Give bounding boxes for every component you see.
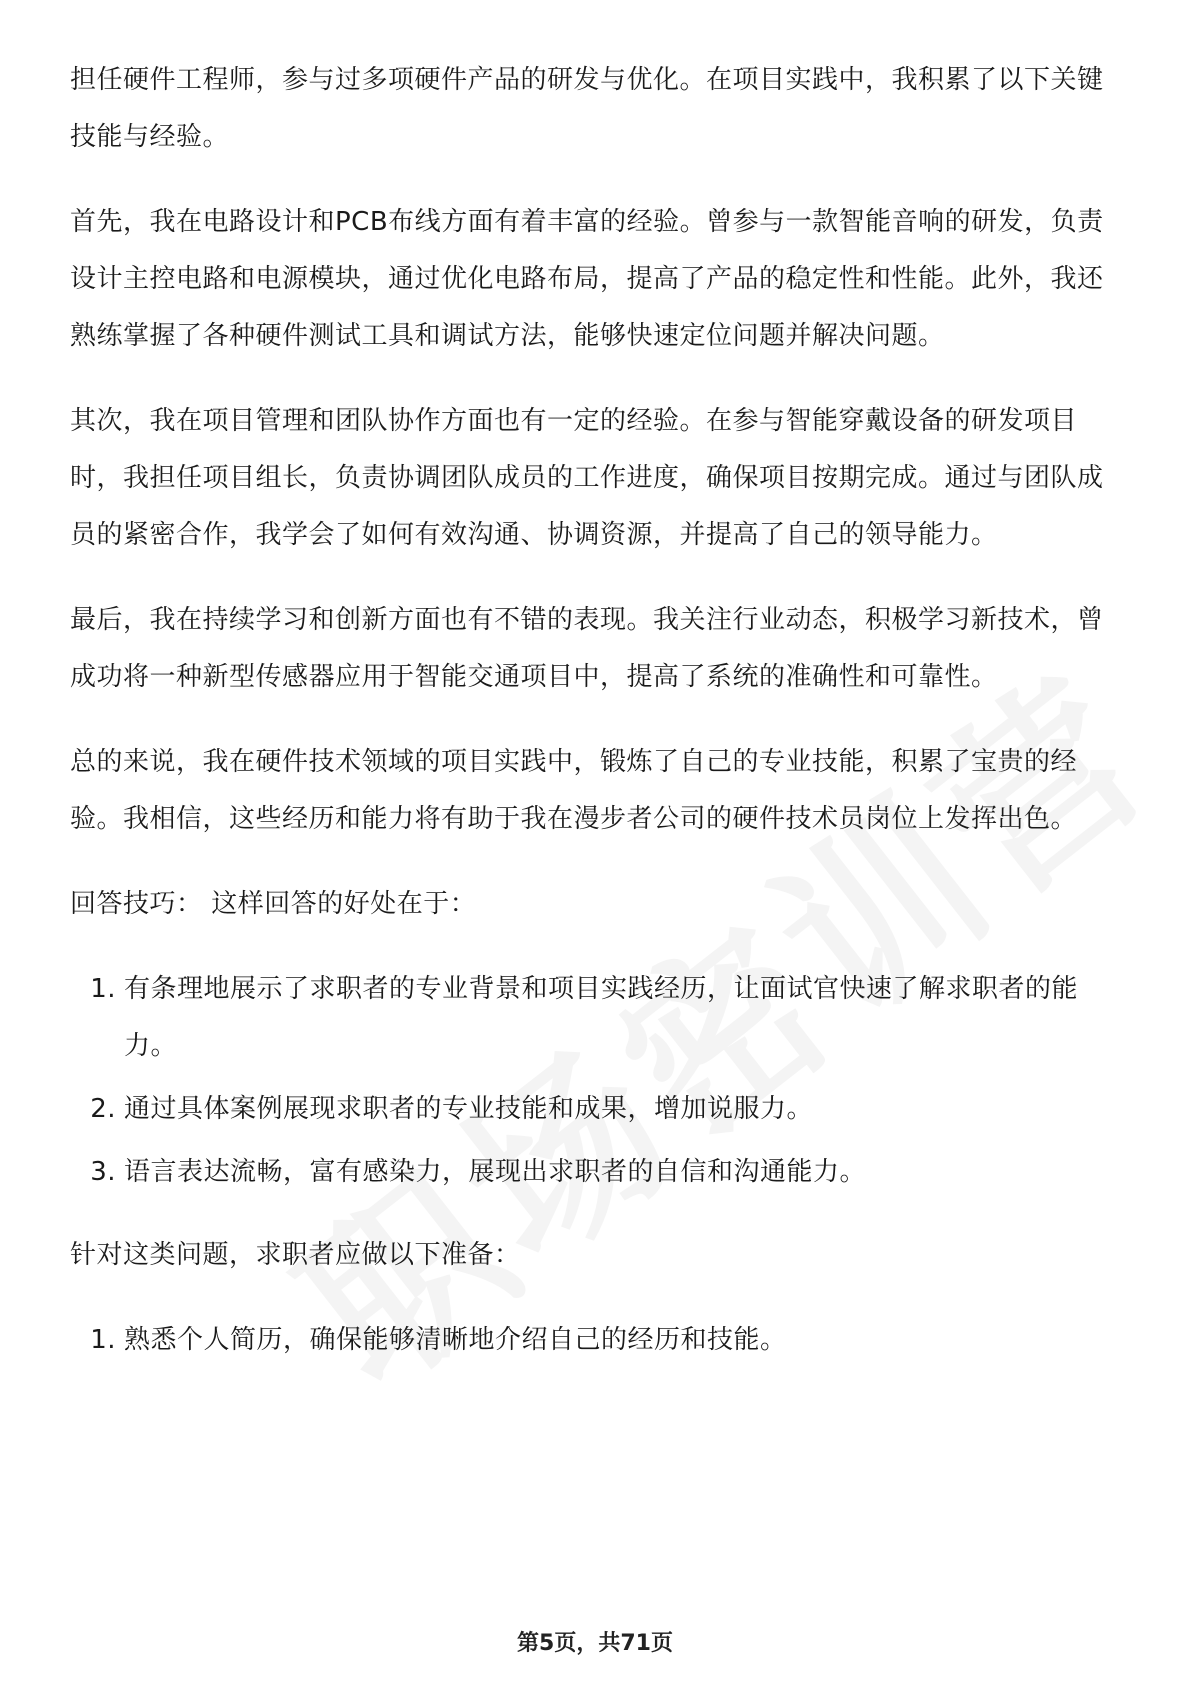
list-item-text: 语言表达流畅，富有感染力，展现出求职者的自信和沟通能力。 bbox=[124, 1157, 867, 1187]
prep-heading: 针对这类问题，求职者应做以下准备： bbox=[70, 1240, 521, 1270]
list-number: 1. bbox=[90, 1325, 116, 1355]
list-item bbox=[70, 1081, 1120, 1138]
list-item bbox=[70, 1312, 1120, 1369]
paragraph-summary: 总的来说，我在硬件技术领域的项目实践中，锻炼了自己的专业技能，积累了宝贵的经验。我相信，这些经历和能力将有助于我在漫步者公司的硬件技术员岗位上发挥出色。 bbox=[70, 747, 1078, 834]
list-number: 3. bbox=[90, 1157, 116, 1187]
paragraph-project-management: 其次，我在项目管理和团队协作方面也有一定的经验。在参与智能穿戴设备的研发项目时，我担任项目组长，负责协调团队成员的工作进度，确保项目按期完成。通过与团队成员的紧密合作，我学会了如何有效沟通、协调资源，并提高了自己的领导能力。 bbox=[70, 406, 1104, 550]
paragraph-learning: 最后，我在持续学习和创新方面也有不错的表现。我关注行业动态，积极学习新技术，曾成功将一种新型传感器应用于智能交通项目中，提高了系统的准确性和可靠性。 bbox=[70, 605, 1104, 692]
tips-list bbox=[70, 961, 1120, 1201]
list-item-text: 有条理地展示了求职者的专业背景和项目实践经历，让面试官快速了解求职者的能力。 bbox=[124, 974, 1079, 1061]
prep-list bbox=[70, 1312, 1120, 1369]
list-number: 1. bbox=[90, 974, 116, 1004]
list-item bbox=[70, 1144, 1120, 1201]
list-number: 2. bbox=[90, 1094, 116, 1124]
list-item-text: 通过具体案例展现求职者的专业技能和成果，增加说服力。 bbox=[124, 1094, 814, 1124]
document-body bbox=[70, 52, 1120, 1395]
list-item-text: 熟悉个人简历，确保能够清晰地介绍自己的经历和技能。 bbox=[124, 1325, 787, 1355]
tips-heading: 回答技巧： 这样回答的好处在于： bbox=[70, 889, 477, 919]
page-number-footer: 第5页，共71页 bbox=[517, 1631, 673, 1656]
paragraph-circuit-design: 首先，我在电路设计和PCB布线方面有着丰富的经验。曾参与一款智能音响的研发，负责设计主控电路和电源模块，通过优化电路布局，提高了产品的稳定性和性能。此外，我还熟练掌握了各种硬件测试工具和调试方法，能够快速定位问题并解决问题。 bbox=[70, 207, 1104, 351]
paragraph-intro: 担任硬件工程师，参与过多项硬件产品的研发与优化。在项目实践中，我积累了以下关键技能与经验。 bbox=[70, 65, 1104, 152]
list-item bbox=[70, 961, 1120, 1075]
